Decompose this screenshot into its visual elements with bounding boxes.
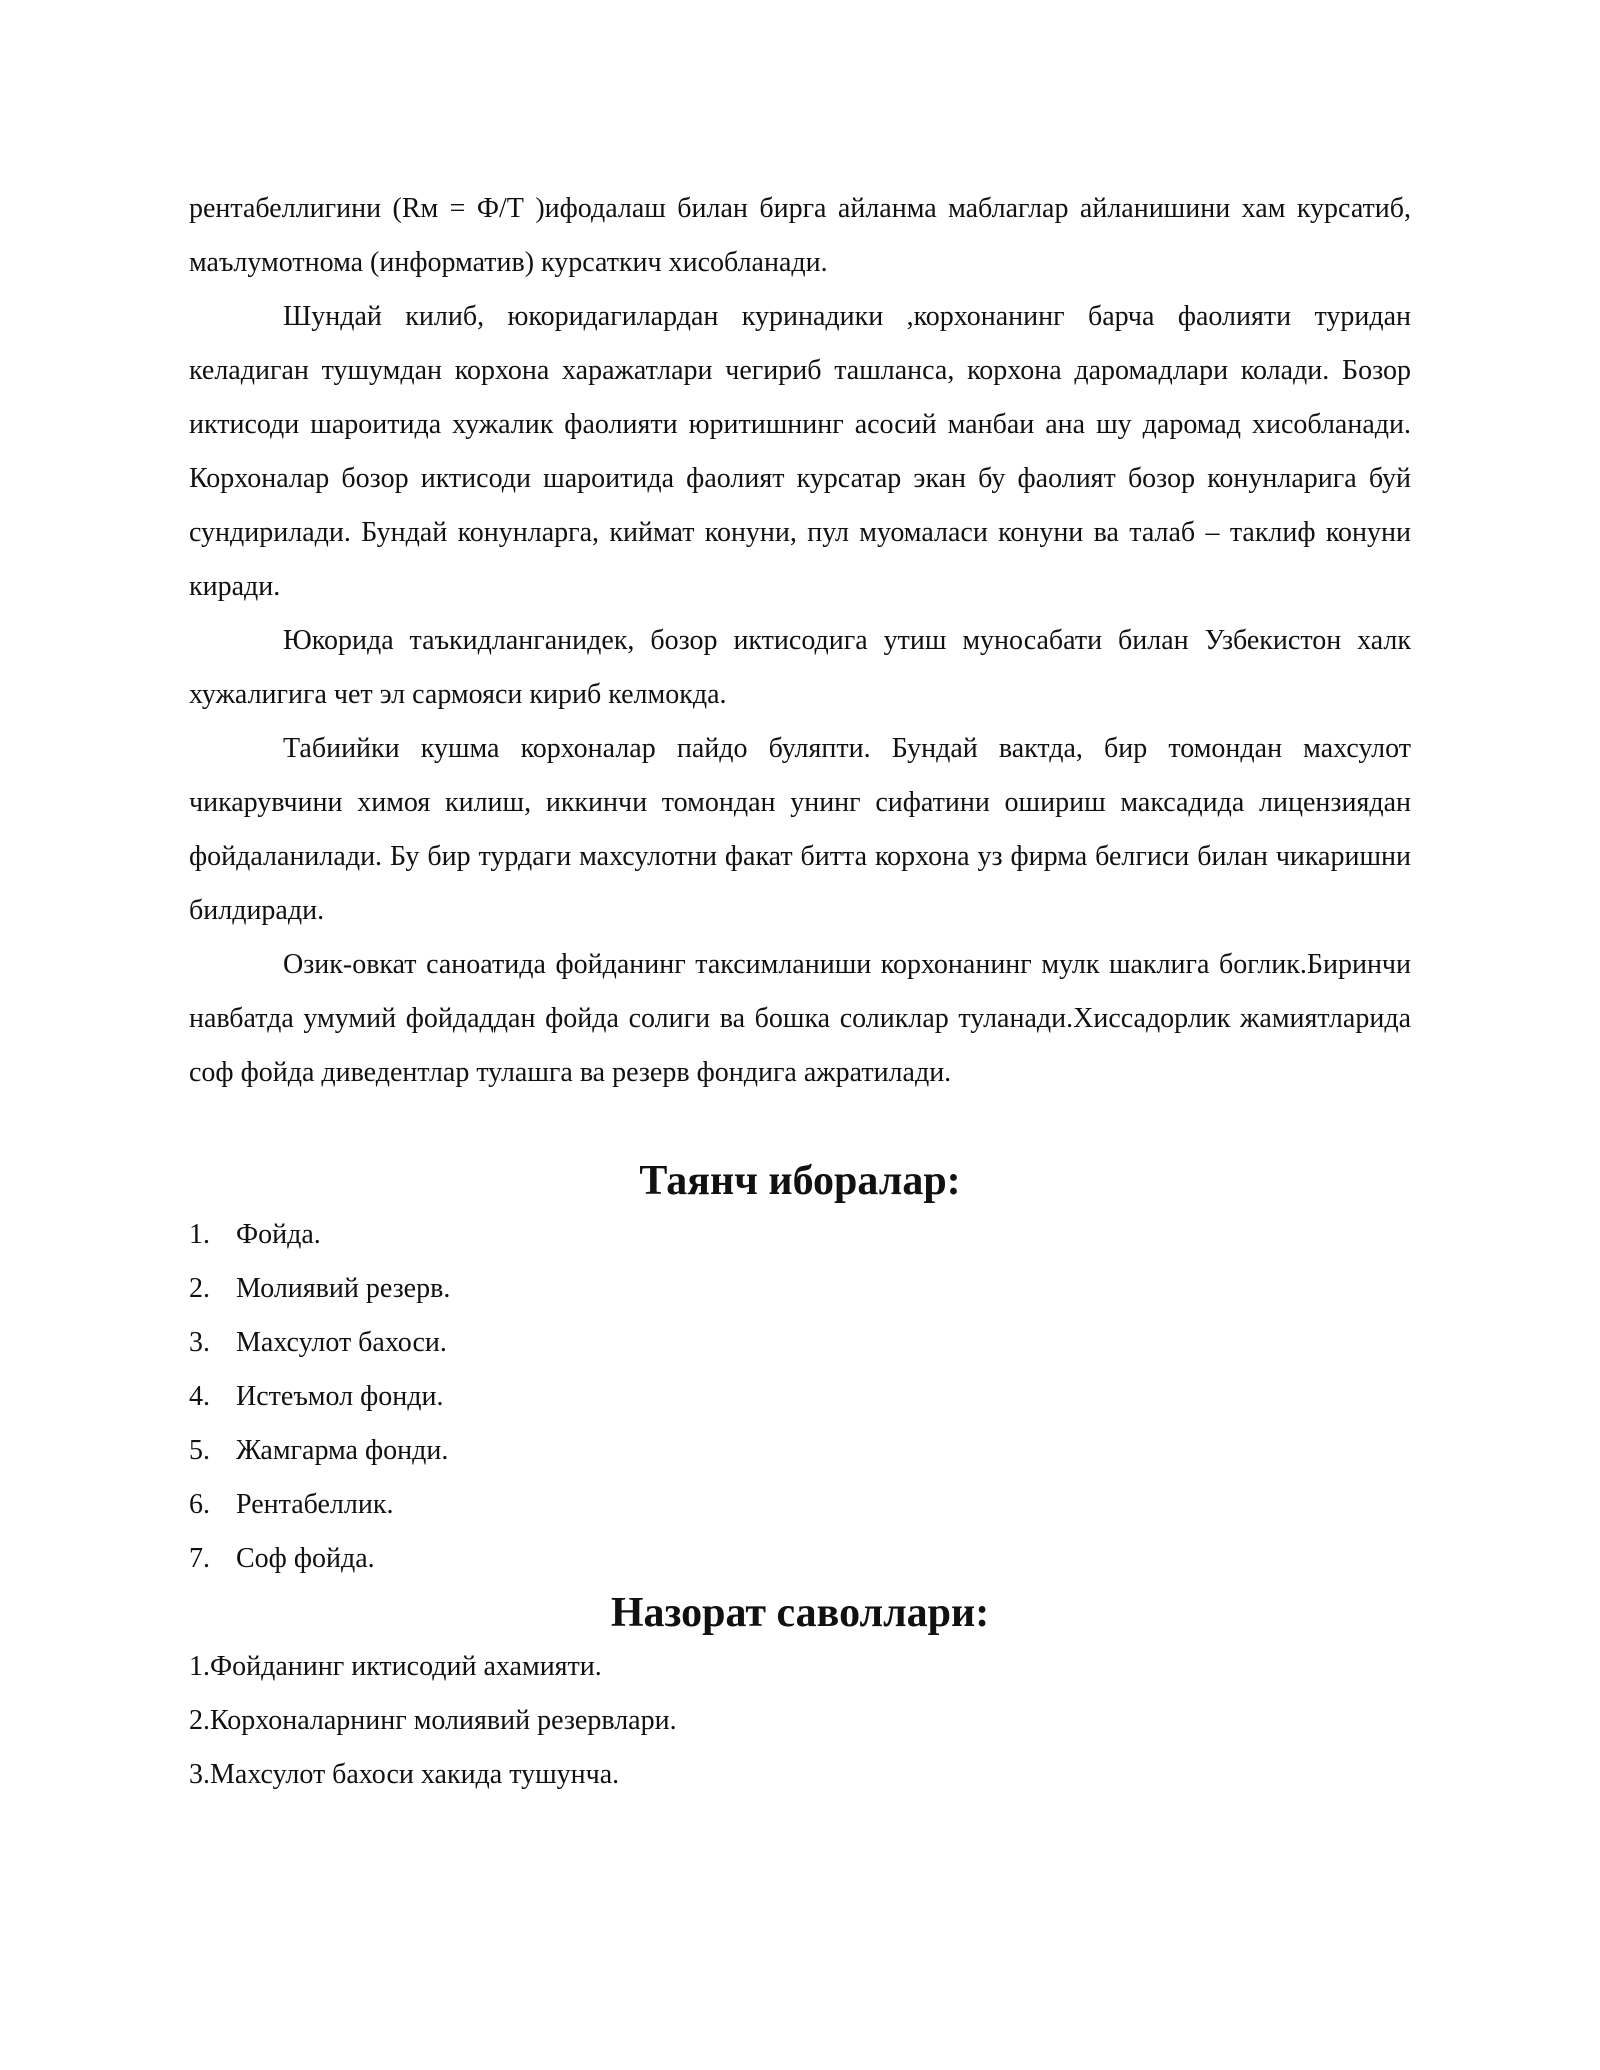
list-item-number: 1. <box>189 1219 210 1250</box>
document-body <box>189 182 1411 1802</box>
question-item: 3.Махсулот бахоси хакида тушунча. <box>189 1759 620 1790</box>
list-item <box>189 1370 1411 1424</box>
list-item-text: Истеъмол фонди. <box>236 1381 444 1412</box>
paragraph: Табиийки кушма корхоналар пайдо буляпти. Бундай вактда, бир томондан махсулот чикарувчини химоя килиш, иккинчи томондан унинг сифатини ошириш максадида лицензиядан фойдаланилади. Бу бир турдаги махсулотни факат битта корхона уз фирма белгиси билан чикаришни билдиради. <box>189 733 1411 926</box>
list-item <box>189 1424 1411 1478</box>
list-item-text: Соф фойда. <box>236 1543 375 1574</box>
paragraph: рентабеллигини (Rм = Ф/Т )ифодалаш билан бирга айланма маблаглар айланишини хам курсатиб, маълумотнома (информатив) курсаткич хисобланади. <box>189 193 1411 278</box>
paragraph: Юкорида таъкидланганидек, бозор иктисодига утиш муносабати билан Узбекистон халк хужалигига чет эл сармояси кириб келмокда. <box>189 625 1411 710</box>
list-item-text: Рентабеллик. <box>236 1489 394 1520</box>
paragraph: Шундай килиб, юкоридагилардан куринадики ,корхонанинг барча фаолияти туридан келадиган тушумдан корхона харажатлари чегириб ташланса, корхона даромадлари колади. Бозор иктисоди шароитида хужалик фаолияти юритишнинг асосий манбаи ана шу даромад хисобланади. Корхоналар бозор иктисоди шароитида фаолият курсатар экан бу фаолият бозор конунларига буй сундирилади. Бундай конунларга, киймат конуни, пул муомаласи конуни ва талаб – таклиф конуни киради. <box>189 301 1411 602</box>
key-terms-heading: Таянч иборалар: <box>639 1158 961 1204</box>
list-item-number: 6. <box>189 1489 210 1520</box>
list-item <box>189 1532 1411 1586</box>
list-item <box>189 1478 1411 1532</box>
list-item-number: 7. <box>189 1543 210 1574</box>
list-item-text: Махсулот бахоси. <box>236 1327 447 1358</box>
list-item-number: 2. <box>189 1273 210 1304</box>
list-item <box>189 1262 1411 1316</box>
paragraph: Озик-овкат саноатида фойданинг таксимланиши корхонанинг мулк шаклига боглик.Биринчи навбатда умумий фойдаддан фойда солиги ва бошка соликлар туланади.Хиссадорлик жамиятларида соф фойда диведентлар тулашга ва резерв фондига ажратилади. <box>189 949 1411 1088</box>
list-item <box>189 1208 1411 1262</box>
list-item-number: 3. <box>189 1327 210 1358</box>
key-terms-list <box>189 1208 1411 1586</box>
questions-heading: Назорат саволлари: <box>610 1590 990 1636</box>
list-item-number: 5. <box>189 1435 210 1466</box>
question-item: 1.Фойданинг иктисодий ахамияти. <box>189 1651 602 1682</box>
list-item-text: Молиявий резерв. <box>236 1273 451 1304</box>
question-item: 2.Корхоналарнинг молиявий резервлари. <box>189 1705 677 1736</box>
list-item-text: Фойда. <box>236 1219 321 1250</box>
list-item-number: 4. <box>189 1381 210 1412</box>
list-item <box>189 1316 1411 1370</box>
list-item-text: Жамгарма фонди. <box>236 1435 449 1466</box>
